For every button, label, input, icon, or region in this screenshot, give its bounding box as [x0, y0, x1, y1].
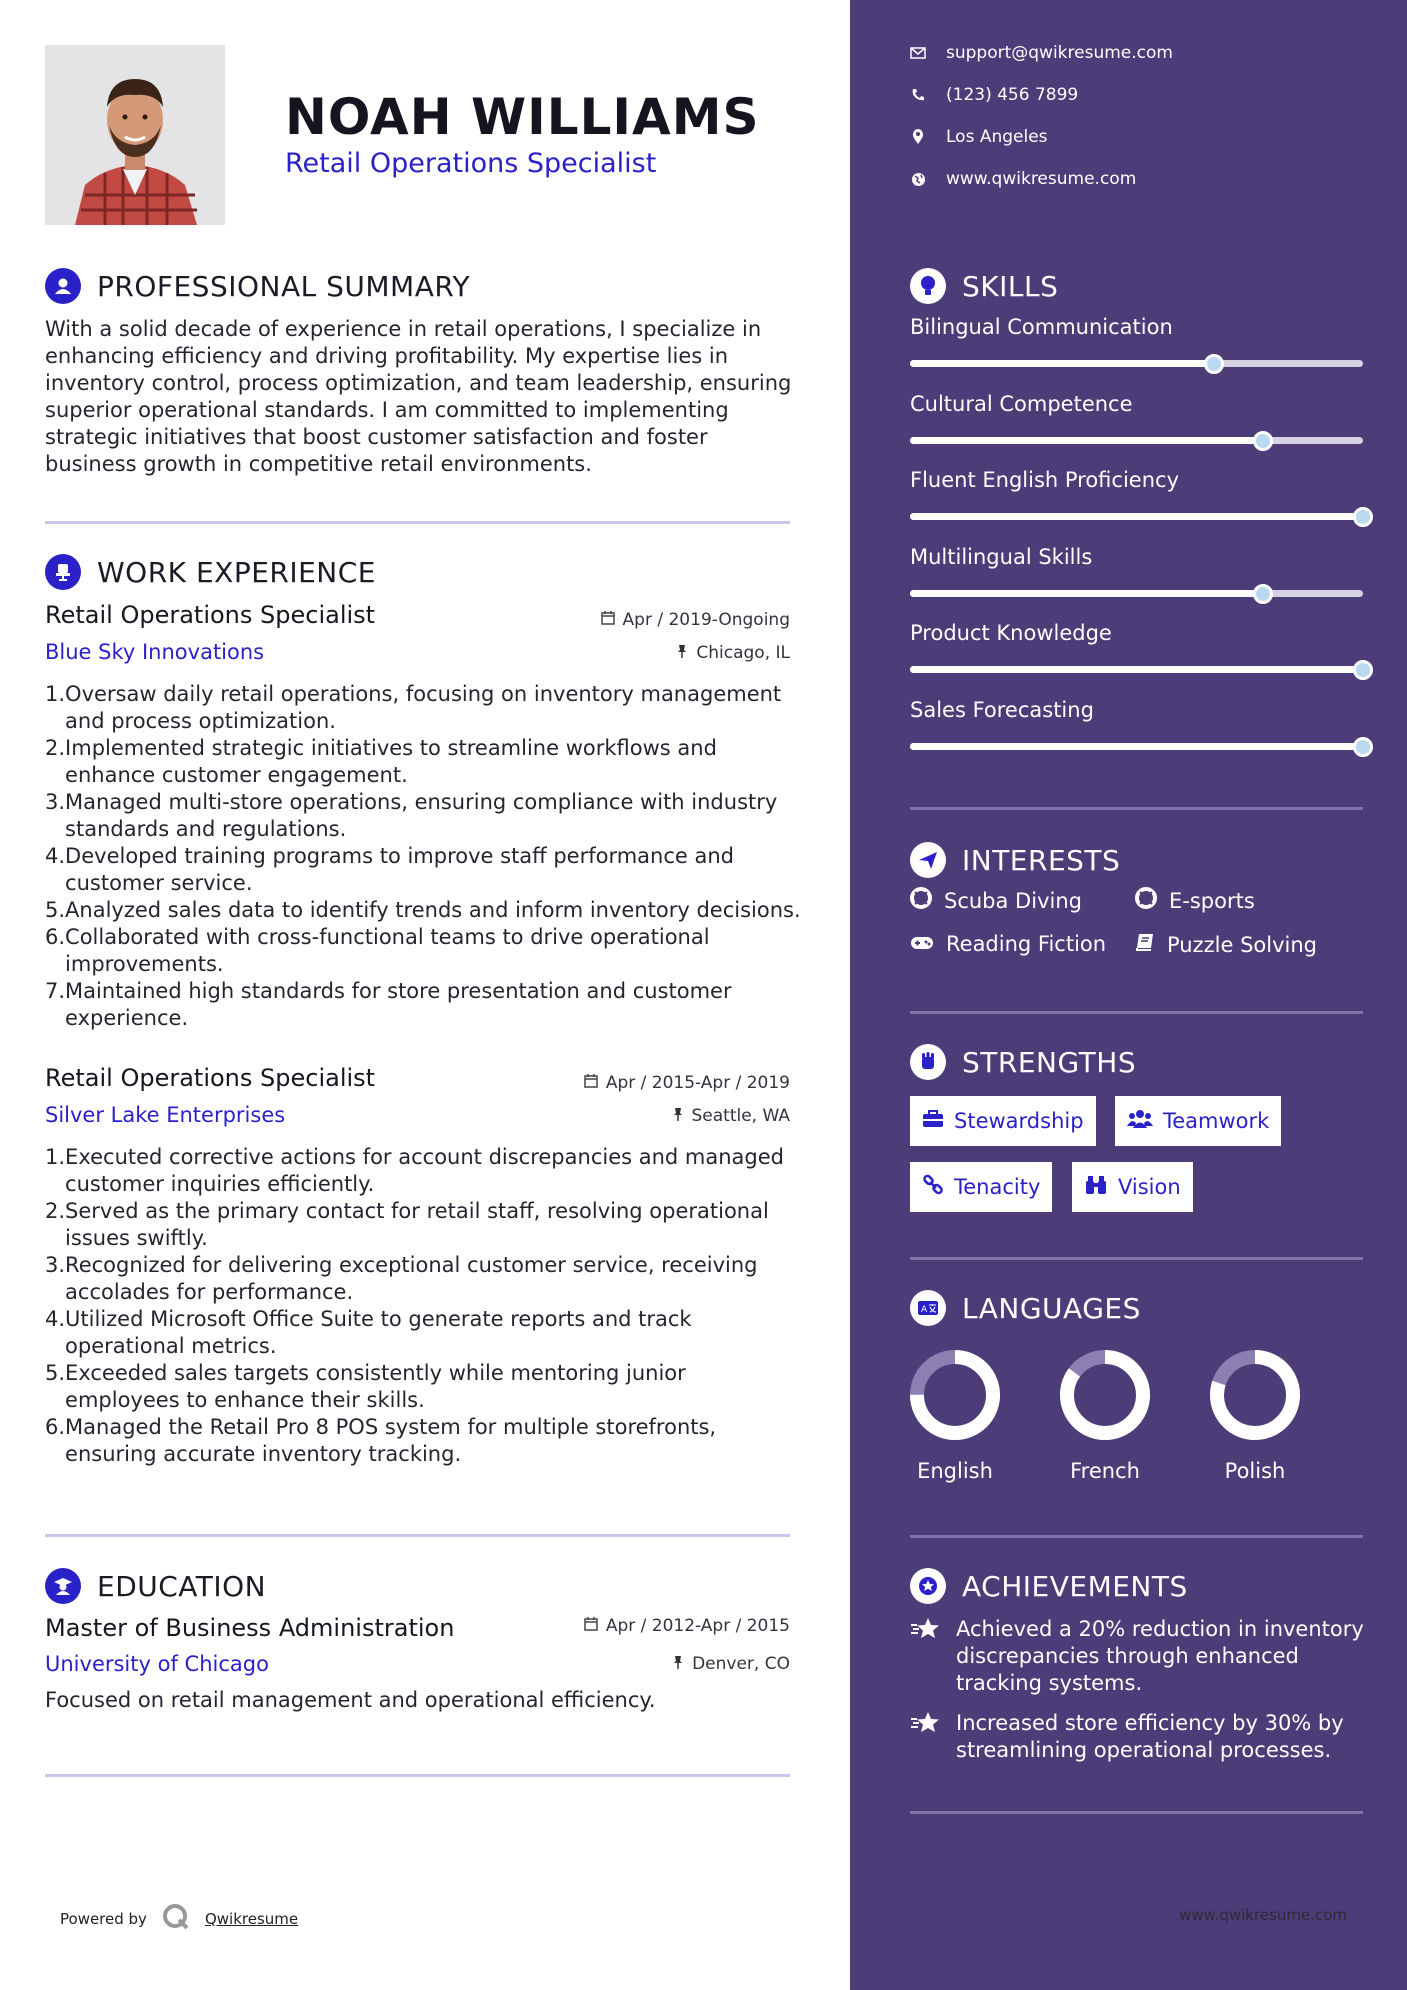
award-icon — [910, 1568, 946, 1604]
job-title: Retail Operations Specialist — [45, 601, 376, 629]
summary-line: With a solid decade of experience in retail operations, I specialize in — [45, 317, 762, 341]
footer-powered-by — [60, 1902, 298, 1936]
sidebar — [850, 0, 1407, 1990]
calendar-icon — [584, 1073, 598, 1093]
contact-website-text: www.qwikresume.com — [946, 169, 1137, 189]
achievement-item — [910, 1616, 1370, 1697]
list-item: 3. Managed multi-store operations, ensuring compliance with industry standards and regulations. — [45, 790, 778, 841]
strength-label: Stewardship — [954, 1109, 1084, 1133]
skill-bar — [910, 590, 1363, 597]
candidate-name: NOAH WILLIAMS — [285, 88, 760, 146]
summary-line: superior operational standards. I am committed to implementing — [45, 398, 729, 422]
achievement-item — [910, 1710, 1370, 1764]
skill-bar-knob — [1353, 660, 1373, 680]
strength-chip — [1072, 1162, 1193, 1212]
interest-item — [910, 887, 1082, 914]
user-icon — [45, 268, 81, 304]
skills-heading — [910, 268, 1058, 304]
list-item: 6. Collaborated with cross-functional teams to drive operational improvements. — [45, 925, 710, 976]
job-dates — [601, 610, 790, 630]
phone-icon — [910, 87, 926, 103]
skill-bar-fill — [910, 513, 1363, 520]
skill-bar-knob — [1353, 507, 1373, 527]
education-heading — [45, 1568, 266, 1604]
lightbulb-icon — [910, 268, 946, 304]
summary-line: enhancing efficiency and driving profitability. My expertise lies in — [45, 344, 729, 368]
lifebuoy-icon — [910, 887, 932, 914]
contact-email-text: support@qwikresume.com — [946, 43, 1173, 63]
binoculars-icon — [1084, 1175, 1108, 1200]
achievements-heading — [910, 1568, 1188, 1604]
book-icon — [1135, 932, 1155, 957]
star-icon — [910, 1710, 942, 1764]
language-label: English — [917, 1459, 993, 1483]
envelope-icon — [910, 45, 926, 61]
language-item — [1040, 1345, 1170, 1483]
language-ring — [905, 1345, 1005, 1445]
education-location — [672, 1654, 790, 1674]
list-item: 3. Recognized for delivering exceptional customer service, receiving accolades for performance. — [45, 1253, 758, 1304]
language-ring — [1055, 1345, 1155, 1445]
language-item — [1190, 1345, 1320, 1483]
skill-name: Fluent English Proficiency — [910, 468, 1179, 492]
link-icon — [922, 1174, 944, 1201]
section-divider — [910, 807, 1363, 810]
job-title: Retail Operations Specialist — [45, 1064, 376, 1092]
footer-site[interactable]: www.qwikresume.com — [1179, 1906, 1347, 1924]
interest-item — [1135, 887, 1255, 914]
strength-chip — [910, 1162, 1052, 1212]
qwikresume-link[interactable]: Qwikresume — [204, 1910, 299, 1928]
skill-name: Sales Forecasting — [910, 697, 1094, 722]
job-duties — [45, 681, 805, 1032]
interests-title: INTERESTS — [962, 843, 1121, 877]
gamepad-icon — [910, 932, 934, 956]
list-item: 4. Utilized Microsoft Office Suite to generate reports and track operational metrics. — [45, 1307, 692, 1358]
summary-line: inventory control, process optimization, and team leadership, ensuring — [45, 371, 792, 395]
list-item: 1. Oversaw daily retail operations, focusing on inventory management and process optimization. — [45, 682, 782, 733]
contact-website[interactable] — [910, 169, 1136, 189]
school-name: University of Chicago — [45, 1652, 269, 1676]
languages-heading — [910, 1290, 1141, 1326]
strengths-heading — [910, 1044, 1136, 1080]
list-item: 1. Executed corrective actions for account discrepancies and managed customer inquiries efficiently. — [45, 1145, 784, 1196]
profile-photo — [45, 45, 225, 225]
skill-name: Cultural Competence — [910, 391, 1133, 416]
pin-icon — [672, 1654, 684, 1674]
achievement-text: Achieved a 20% reduction in inventory discrepancies through enhanced tracking systems. — [956, 1617, 1364, 1695]
interest-label: Reading Fiction — [946, 932, 1107, 956]
section-divider — [45, 1534, 790, 1537]
interest-item — [1135, 932, 1317, 957]
section-divider — [910, 1011, 1363, 1014]
list-item: 2. Implemented strategic initiatives to streamline workflows and enhance customer engagement. — [45, 736, 717, 787]
skill-bar — [910, 666, 1363, 673]
list-item: 2. Served as the primary contact for retail staff, resolving operational issues swiftly. — [45, 1199, 769, 1250]
strengths-title: STRENGTHS — [962, 1045, 1137, 1079]
interest-item — [910, 932, 1106, 956]
languages-title: LANGUAGES — [962, 1291, 1141, 1325]
pin-icon — [676, 643, 688, 663]
graduate-icon — [45, 1568, 81, 1604]
list-item: 7. Maintained high standards for store presentation and customer experience. — [45, 979, 732, 1030]
skill-bar — [910, 360, 1363, 367]
skill-bar — [910, 513, 1363, 520]
interest-label: Scuba Diving — [944, 888, 1082, 913]
summary-heading — [45, 268, 470, 304]
achievement-text: Increased store efficiency by 30% by streamlining operational processes. — [956, 1711, 1344, 1762]
star-icon — [910, 1616, 942, 1697]
section-divider — [910, 1811, 1363, 1814]
job-dates — [584, 1073, 790, 1093]
chair-icon — [45, 554, 81, 590]
calendar-icon — [601, 610, 615, 630]
interest-label: E-sports — [1169, 888, 1255, 913]
skill-bar-fill — [910, 590, 1263, 597]
language-label: Polish — [1224, 1459, 1286, 1483]
svg-text:A: A — [921, 1305, 928, 1315]
strength-chip — [1115, 1096, 1281, 1146]
experience-heading — [45, 554, 376, 590]
qwikresume-logo-icon — [161, 1902, 191, 1936]
job-dates-text: Apr / 2019-Ongoing — [622, 610, 790, 630]
list-item: 4. Developed training programs to improve staff performance and customer service. — [45, 844, 734, 895]
strength-label: Tenacity — [954, 1175, 1041, 1199]
skill-name: Multilingual Skills — [910, 544, 1093, 569]
interests-heading — [910, 842, 1120, 878]
skill-name: Product Knowledge — [910, 621, 1112, 645]
contact-location — [910, 127, 1048, 147]
skill-bar — [910, 437, 1363, 444]
skill-bar — [910, 743, 1363, 750]
contact-email[interactable] — [910, 43, 1173, 63]
strength-label: Vision — [1118, 1175, 1181, 1199]
interest-label: Puzzle Solving — [1167, 932, 1317, 957]
skill-bar-fill — [910, 743, 1363, 750]
users-icon — [1127, 1109, 1153, 1134]
contact-phone[interactable] — [910, 85, 1078, 105]
map-marker-icon — [910, 129, 926, 145]
skills-title: SKILLS — [962, 269, 1059, 303]
skill-bar-fill — [910, 437, 1263, 444]
globe-icon — [910, 171, 926, 187]
powered-by-label: Powered by — [60, 1910, 147, 1928]
skill-bar-knob — [1253, 584, 1273, 604]
job-company: Blue Sky Innovations — [45, 640, 265, 664]
skill-bar-knob — [1353, 737, 1373, 757]
job-location-text: Chicago, IL — [696, 643, 790, 663]
strength-chip — [910, 1096, 1096, 1146]
candidate-title: Retail Operations Specialist — [285, 148, 657, 179]
pin-icon — [672, 1106, 684, 1126]
skill-bar-fill — [910, 360, 1214, 367]
briefcase-icon — [922, 1109, 944, 1133]
job-location-text: Seattle, WA — [691, 1106, 790, 1126]
calendar-icon — [584, 1616, 598, 1636]
education-dates — [584, 1616, 790, 1636]
language-icon — [910, 1290, 946, 1326]
contact-phone-text: (123) 456 7899 — [946, 85, 1079, 105]
degree-title: Master of Business Administration — [45, 1614, 455, 1642]
summary-title: PROFESSIONAL SUMMARY — [97, 269, 471, 303]
section-divider — [910, 1535, 1363, 1538]
achievements-title: ACHIEVEMENTS — [962, 1569, 1188, 1603]
list-item: 5. Exceeded sales targets consistently while mentoring junior employees to enhance their skills. — [45, 1361, 686, 1412]
experience-title: WORK EXPERIENCE — [97, 555, 376, 589]
skill-name: Bilingual Communication — [910, 315, 1173, 339]
education-description: Focused on retail management and operational efficiency. — [45, 1688, 656, 1712]
skill-bar-knob — [1253, 431, 1273, 451]
list-item: 5. Analyzed sales data to identify trends and inform inventory decisions. — [45, 898, 801, 922]
job-location — [672, 1106, 791, 1126]
contact-location-text: Los Angeles — [946, 127, 1048, 147]
lifebuoy-icon — [1135, 887, 1157, 914]
summary-line: business growth in competitive retail environments. — [45, 452, 592, 476]
job-dates-text: Apr / 2015-Apr / 2019 — [605, 1073, 790, 1093]
language-label: French — [1070, 1459, 1140, 1483]
language-ring — [1205, 1345, 1305, 1445]
section-divider — [45, 1774, 790, 1777]
education-title: EDUCATION — [97, 1569, 267, 1603]
section-divider — [910, 1257, 1363, 1260]
summary-text — [45, 316, 795, 478]
section-divider — [45, 521, 790, 524]
education-dates-text: Apr / 2012-Apr / 2015 — [605, 1616, 790, 1636]
skill-bar-knob — [1204, 354, 1224, 374]
paper-plane-icon — [910, 842, 946, 878]
list-item: 6. Managed the Retail Pro 8 POS system for multiple storefronts, ensuring accurate inventory tracking. — [45, 1415, 717, 1466]
summary-line: strategic initiatives that boost customer satisfaction and foster — [45, 425, 708, 449]
skill-bar-fill — [910, 666, 1363, 673]
education-location-text: Denver, CO — [692, 1654, 790, 1674]
job-duties — [45, 1144, 805, 1468]
job-location — [676, 643, 790, 663]
strength-label: Teamwork — [1163, 1109, 1270, 1133]
language-item — [890, 1345, 1020, 1483]
fist-icon — [910, 1044, 946, 1080]
job-company: Silver Lake Enterprises — [45, 1103, 286, 1127]
